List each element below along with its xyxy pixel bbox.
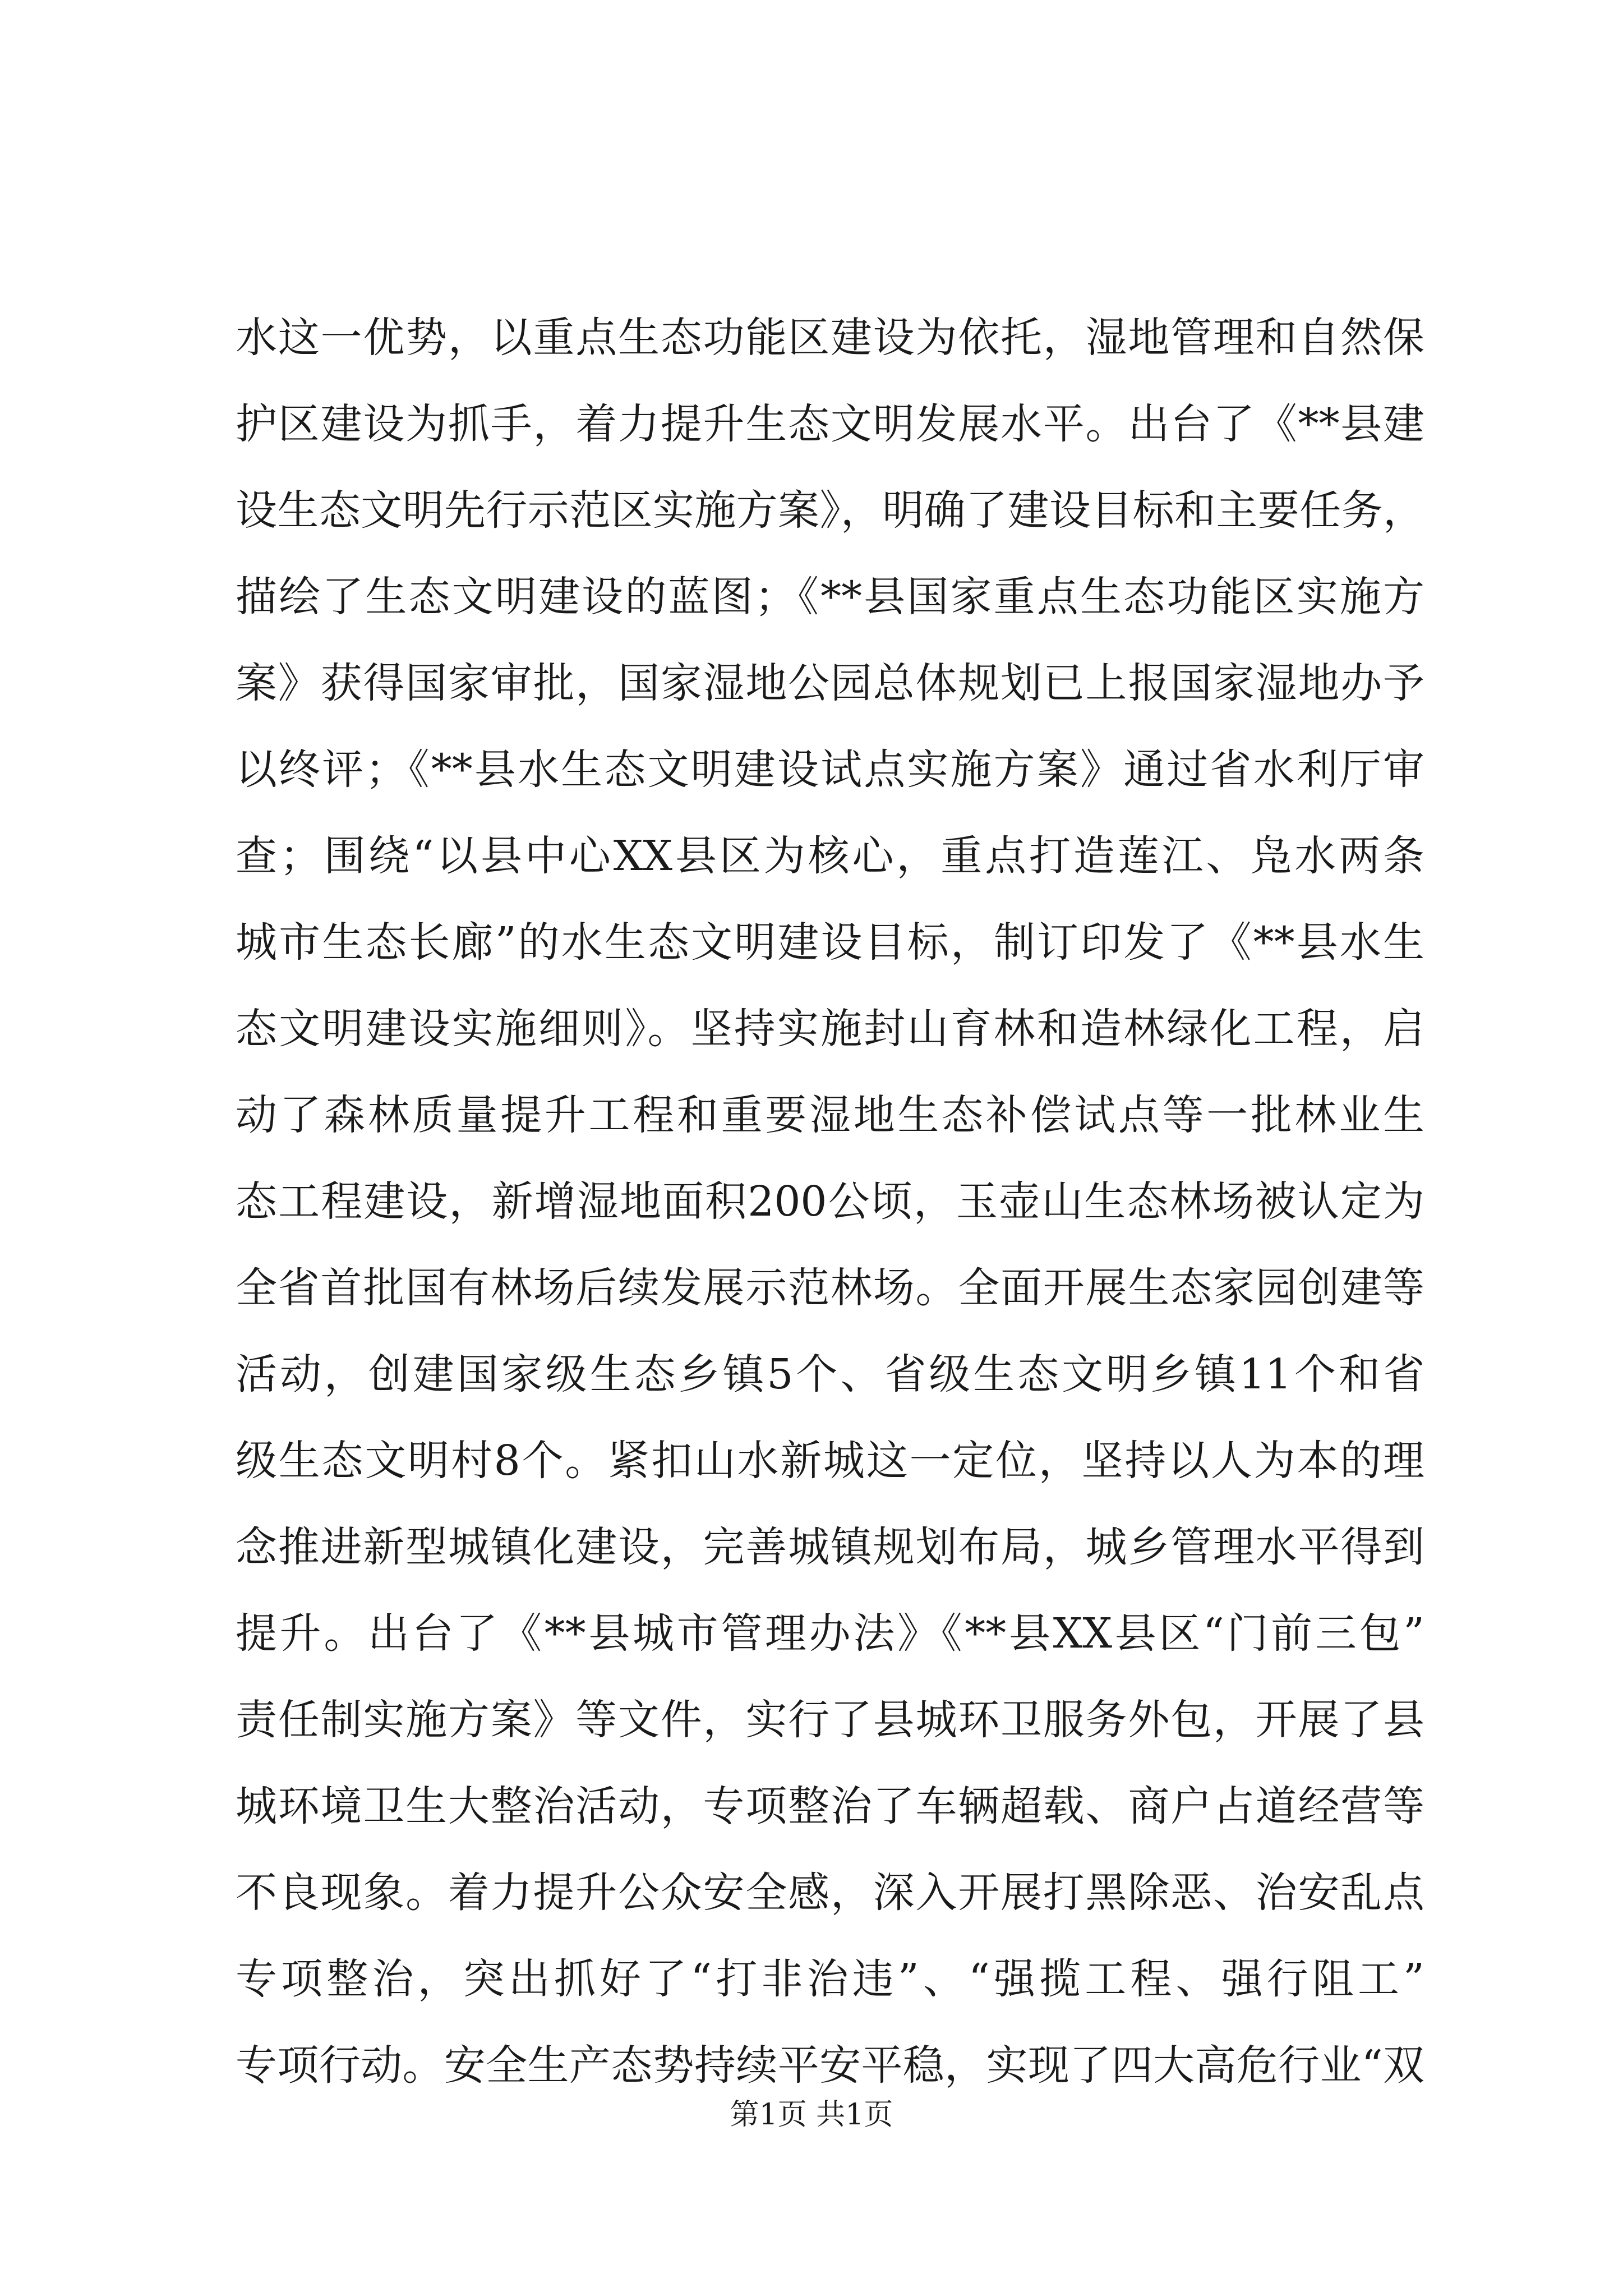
text-line-1: 水这一优势，以重点生态功能区建设为依托，湿地管理和自然保 <box>236 314 1424 362</box>
text-line-15: 念推进新型城镇化建设，完善城镇规划布局，城乡管理水平得到 <box>236 1523 1424 1571</box>
text-line-3: 设生态文明先行示范区实施方案》，明确了建设目标和主要任务， <box>236 486 1424 535</box>
text-line-4: 描绘了生态文明建设的蓝图；《**县国家重点生态功能区实施方 <box>236 573 1424 621</box>
text-line-7: 查；围绕“以县中心XX县区为核心，重点打造莲江、凫水两条 <box>236 832 1424 880</box>
text-line-20: 专项整治，突出抓好了“打非治违”、“强揽工程、强行阻工” <box>236 1955 1424 2003</box>
text-line-21: 专项行动。安全生产态势持续平安平稳，实现了四大高危行业“双 <box>236 2041 1424 2090</box>
text-line-8: 城市生态长廊”的水生态文明建设目标，制订印发了《**县水生 <box>236 918 1424 967</box>
page-footer <box>0 2095 1623 2134</box>
body-text <box>236 295 1424 2109</box>
text-line-13: 活动，创建国家级生态乡镇5个、省级生态文明乡镇11个和省 <box>236 1350 1424 1398</box>
text-line-12: 全省首批国有林场后续发展示范林场。全面开展生态家园创建等 <box>236 1264 1424 1312</box>
text-line-9: 态文明建设实施细则》。坚持实施封山育林和造林绿化工程，启 <box>236 1005 1424 1053</box>
text-line-16: 提升。出台了《**县城市管理办法》《**县XX县区“门前三包” <box>236 1609 1424 1658</box>
text-line-14: 级生态文明村8个。紧扣山水新城这一定位，坚持以人为本的理 <box>236 1437 1424 1485</box>
text-line-2: 护区建设为抓手，着力提升生态文明发展水平。出台了《**县建 <box>236 400 1424 448</box>
text-line-17: 责任制实施方案》等文件，实行了县城环卫服务外包，开展了县 <box>236 1696 1424 1744</box>
text-line-6: 以终评；《**县水生态文明建设试点实施方案》通过省水利厅审 <box>236 746 1424 794</box>
text-line-5: 案》获得国家审批，国家湿地公园总体规划已上报国家湿地办予 <box>236 659 1424 707</box>
text-line-18: 城环境卫生大整治活动，专项整治了车辆超载、商户占道经营等 <box>236 1782 1424 1830</box>
text-line-11: 态工程建设，新增湿地面积200公顷，玉壶山生态林场被认定为 <box>236 1177 1424 1226</box>
text-line-19: 不良现象。着力提升公众安全感，深入开展打黑除恶、治安乱点 <box>236 1869 1424 1917</box>
page-number-label: 第1页 共1页 <box>730 2098 893 2132</box>
text-line-10: 动了森林质量提升工程和重要湿地生态补偿试点等一批林业生 <box>236 1091 1424 1139</box>
